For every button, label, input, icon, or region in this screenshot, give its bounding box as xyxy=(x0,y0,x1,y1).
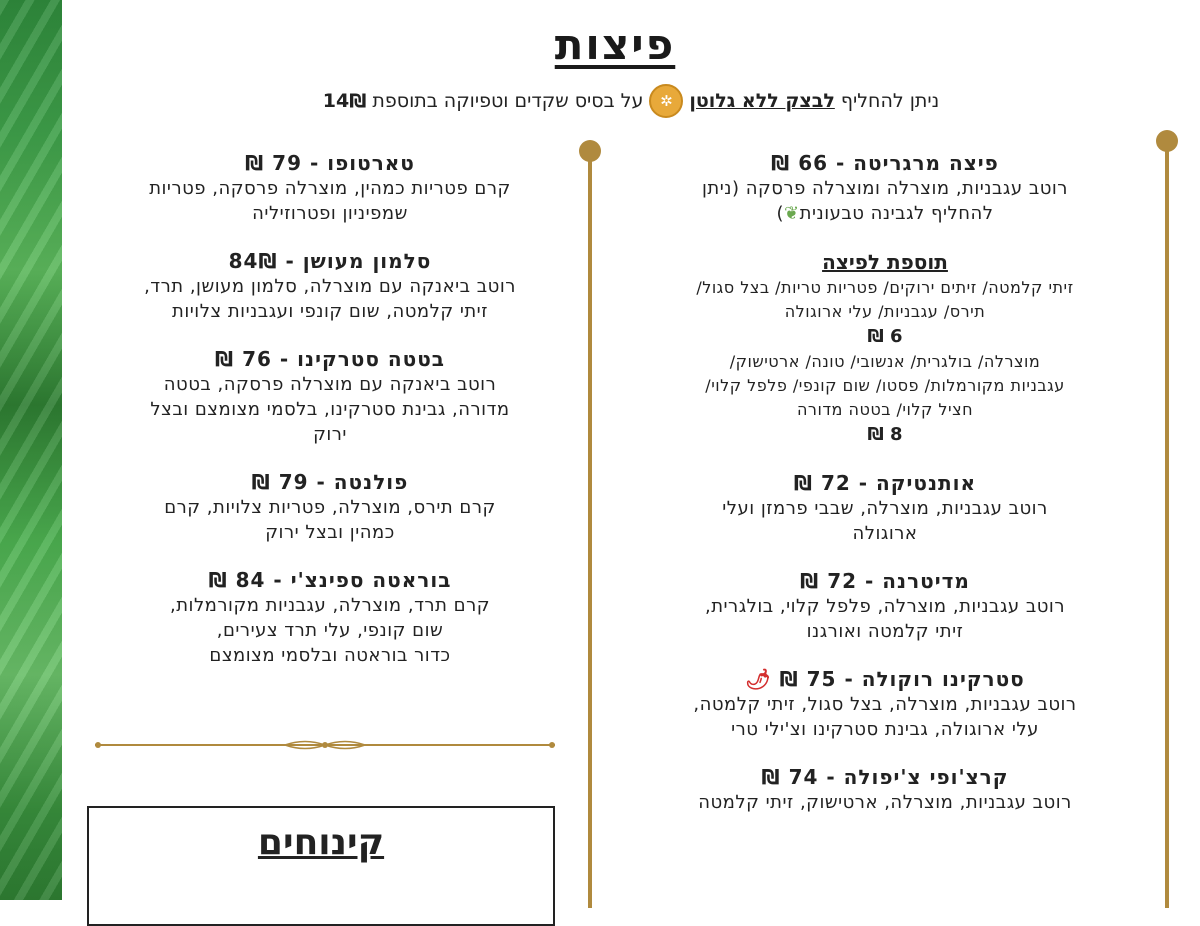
item-desc: כמהין ובצל ירוק xyxy=(265,522,395,543)
menu-item-burrata xyxy=(95,567,565,668)
menu-item-crispy xyxy=(615,764,1155,815)
menu-item-mediterranean xyxy=(615,568,1155,644)
gluten-free-note xyxy=(62,84,1200,118)
right-menu-column xyxy=(615,150,1155,837)
ornamental-divider xyxy=(95,740,555,750)
item-desc: קרם תרד, מוצרלה, עגבניות מקורמלות, xyxy=(169,595,490,616)
item-desc: רוטב עגבניות, מוצרלה, שבבי פרמזן ועלי xyxy=(722,498,1048,519)
item-name: מדיטרנה - 72 ₪ xyxy=(800,569,970,593)
item-desc-line: להחליף לגבינה טבעונית❦) xyxy=(776,203,994,224)
item-name: פיצה מרגריטה - 66 ₪ xyxy=(771,151,999,175)
gluten-free-dough-link: לבצק ללא גלוטן xyxy=(689,90,835,112)
item-desc: עלי ארוגולה, גבינת סטרקינו וצ'ילי טרי xyxy=(731,719,1039,740)
addons-price2: 8 ₪ xyxy=(867,424,903,445)
item-name: קרצ'ופי צ'יפולה - 74 ₪ xyxy=(761,765,1009,789)
item-desc: רוטב ביאנקה עם מוצרלה פרסקה, בטטה xyxy=(163,374,497,395)
item-desc: רוטב עגבניות, מוצרלה ומוצרלה פרסקה (ניתן xyxy=(702,178,1068,199)
item-name: פולנטה - 79 ₪ xyxy=(251,470,409,494)
item-desc: ארוגולה xyxy=(852,523,918,544)
menu-item-batata xyxy=(95,346,565,447)
item-name: בטטה סטרקינו - 76 ₪ xyxy=(215,347,445,371)
right-pole xyxy=(1165,148,1169,908)
item-desc: קרם פטריות כמהין, מוצרלה פרסקה, פטריות xyxy=(149,178,511,199)
item-desc: רוטב עגבניות, מוצרלה, פלפל קלוי, בולגרית, xyxy=(704,596,1065,617)
menu-item-stracchino xyxy=(615,666,1155,742)
vegan-leaf-icon: ❦ xyxy=(784,203,800,224)
decorative-leaf-strip xyxy=(0,0,62,900)
menu-item-margherita xyxy=(615,150,1155,226)
item-desc: ירוק xyxy=(313,424,347,445)
item-name: בוראטה ספינצ'י - 84 ₪ xyxy=(208,568,452,592)
addons-price1: 6 ₪ xyxy=(867,326,903,347)
item-desc: רוטב עגבניות, מוצרלה, בצל סגול, זיתי קלמטה, xyxy=(693,694,1077,715)
page-title: פיצות xyxy=(554,20,676,69)
item-desc: כדור בוראטה ובלסמי מצומצם xyxy=(209,645,451,666)
item-name: טארטופו - 79 ₪ xyxy=(245,151,415,175)
item-desc: קרם תירס, מוצרלה, פטריות צלויות, קרם xyxy=(164,497,496,518)
addons-group2-line: חציל קלוי/ בטטה מדורה xyxy=(796,400,974,419)
addons-group2-line: עגבניות מקורמלות/ פסטו/ שום קונפי/ פלפל קלוי/ xyxy=(705,376,1065,395)
item-desc: זיתי קלמטה, שום קונפי ועגבניות צלויות xyxy=(172,301,488,322)
item-desc: שמפיניון ופטרוזיליה xyxy=(252,203,408,224)
addons-title: תוספת לפיצה xyxy=(822,250,948,274)
chili-icon: 🌶 xyxy=(745,667,772,691)
desserts-title: קינוחים xyxy=(257,822,385,863)
menu-item-tartufo xyxy=(95,150,565,226)
addons-group1-line: תירס/ עגבניות/ עלי ארוגולה xyxy=(784,302,986,321)
left-menu-column xyxy=(95,150,565,690)
item-desc: רוטב עגבניות, מוצרלה, ארטישוק, זיתי קלמטה xyxy=(698,792,1072,813)
item-name-line: סטרקינו רוקולה - 75 ₪ 🌶 xyxy=(745,667,1025,691)
item-name: סלמון מעושן - 84₪ xyxy=(228,249,432,273)
addons-group1-line: זיתי קלמטה/ זיתים ירוקים/ פטריות טריות/ בצל סגול/ xyxy=(696,278,1074,297)
gluten-note-suffix: על בסיס שקדים וטפיוקה בתוספת xyxy=(372,90,644,112)
gluten-note-prefix: ניתן להחליף xyxy=(840,90,940,112)
center-pole xyxy=(588,158,592,908)
menu-item-authentica xyxy=(615,470,1155,546)
item-desc: מדורה, גבינת סטרקינו, בלסמי מצומצם ובצל xyxy=(150,399,510,420)
item-desc: שום קונפי, עלי תרד צעירים, xyxy=(216,620,444,641)
gluten-free-wheat-icon: ✲ xyxy=(649,84,683,118)
gluten-note-price: 14₪ xyxy=(322,90,367,112)
menu-item-salmon xyxy=(95,248,565,324)
desserts-box xyxy=(87,806,555,926)
item-name: אותנטיקה - 72 ₪ xyxy=(793,471,977,495)
menu-item-polenta xyxy=(95,469,565,545)
item-desc: רוטב ביאנקה עם מוצרלה, סלמון מעושן, תרד, xyxy=(144,276,516,297)
addons-group2-line: מוצרלה/ בולגרית/ אנשובי/ טונה/ ארטישוק/ xyxy=(729,352,1041,371)
item-desc: זיתי קלמטה ואורגנו xyxy=(806,621,964,642)
pizza-addons xyxy=(615,248,1155,448)
